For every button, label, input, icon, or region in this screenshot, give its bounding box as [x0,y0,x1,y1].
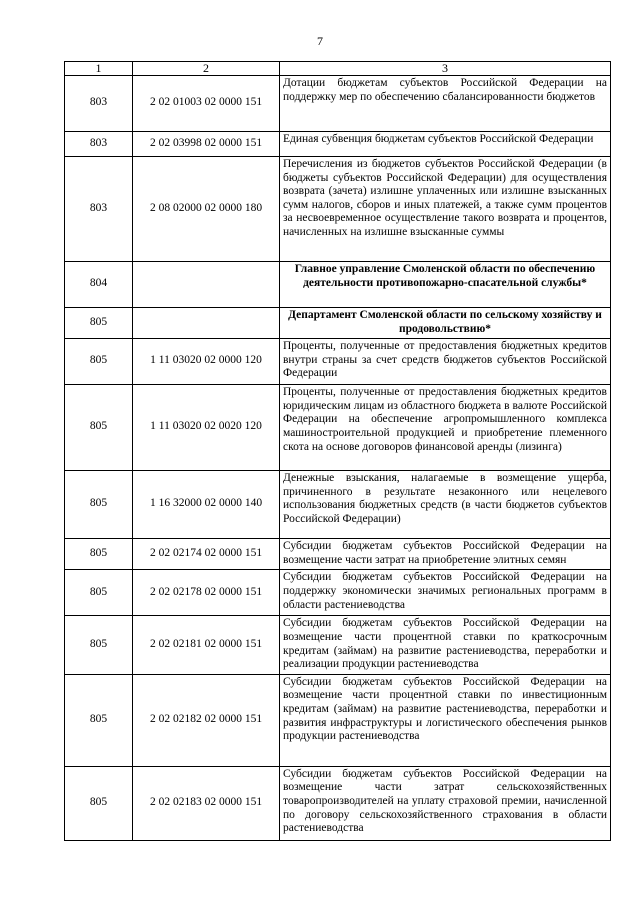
column-header-1: 1 [65,62,133,76]
budget-code-cell: 1 11 03020 02 0020 120 [133,385,280,471]
budget-code-cell [133,308,280,339]
table-row [65,674,611,766]
revenue-name-cell: Проценты, полученные от предоставления бюджетных кредитов юридическим лицам из областного бюджета в валюте Российской Федерации на обеспечение агропромышленного комплекса машиностроительной продукцией и приобретение племенного скота на основе договоров финансовой аренды (лизинга) [280,385,611,471]
admin-code-cell: 805 [65,308,133,339]
department-name-cell: Департамент Смоленской области по сельскому хозяйству и продовольствию* [280,308,611,339]
budget-code-cell: 2 02 02174 02 0000 151 [133,539,280,570]
admin-code-cell: 805 [65,385,133,471]
revenue-name-cell: Субсидии бюджетам субъектов Российской Федерации на возмещение части затрат сельскохозяйственных товаропроизводителей на уплату страховой премии, начисленной по договору сельскохозяйственного страхования в области растениеводства [280,766,611,840]
table-row [65,385,611,471]
table-row [65,132,611,157]
budget-code-cell [133,262,280,308]
revenue-name-cell: Субсидии бюджетам субъектов Российской Федерации на возмещение части затрат на приобретение элитных семян [280,539,611,570]
admin-code-cell: 805 [65,339,133,385]
budget-code-cell: 2 02 02182 02 0000 151 [133,674,280,766]
table-row [65,262,611,308]
page-number: 7 [317,34,323,48]
budget-code-cell: 2 02 03998 02 0000 151 [133,132,280,157]
admin-code-cell: 805 [65,471,133,539]
table-row [65,570,611,616]
table-row [65,339,611,385]
revenue-name-cell: Перечисления из бюджетов субъектов Российской Федерации (в бюджеты субъектов Российской Федерации) для осуществления возврата (зачета) излишне уплаченных или излишне взысканных сумм налогов, сборов и иных платежей, а также сумм процентов за несвоевременное осуществление такого возврата и процентов, начисленных на излишне взысканные суммы [280,157,611,262]
column-header-3: 3 [280,62,611,76]
column-header-2: 2 [133,62,280,76]
admin-code-cell: 805 [65,674,133,766]
budget-code-cell: 1 16 32000 02 0000 140 [133,471,280,539]
table-row [65,471,611,539]
table-header-row [65,62,611,76]
table-row [65,539,611,570]
revenue-name-cell: Субсидии бюджетам субъектов Российской Федерации на поддержку экономически значимых региональных программ в области растениеводства [280,570,611,616]
admin-code-cell: 805 [65,766,133,840]
admin-code-cell: 803 [65,157,133,262]
revenue-name-cell: Субсидии бюджетам субъектов Российской Федерации на возмещение части процентной ставки по инвестиционным кредитам (займам) на развитие растениеводства, переработки и развития инфраструктуры и логистического обеспечения рынков продукции растениеводства [280,674,611,766]
budget-code-cell: 2 02 02181 02 0000 151 [133,616,280,674]
admin-code-cell: 803 [65,132,133,157]
revenue-name-cell: Денежные взыскания, налагаемые в возмещение ущерба, причиненного в результате незаконного или нецелевого использования бюджетных средств (в части бюджетов субъектов Российской Федерации) [280,471,611,539]
budget-revenue-table [64,61,611,841]
revenue-name-cell: Субсидии бюджетам субъектов Российской Федерации на возмещение части процентной ставки по краткосрочным кредитам (займам) на развитие растениеводства, переработки и реализации продукции растениеводства [280,616,611,674]
revenue-name-cell: Единая субвенция бюджетам субъектов Российской Федерации [280,132,611,157]
table-row [65,157,611,262]
budget-code-cell: 2 02 02178 02 0000 151 [133,570,280,616]
table-row [65,308,611,339]
revenue-name-cell: Проценты, полученные от предоставления бюджетных кредитов внутри страны за счет средств бюджетов субъектов Российской Федерации [280,339,611,385]
table-row [65,76,611,132]
table-row [65,766,611,840]
department-name-cell: Главное управление Смоленской области по обеспечению деятельности противопожарно-спасательной службы* [280,262,611,308]
table-row [65,616,611,674]
budget-code-cell: 2 02 02183 02 0000 151 [133,766,280,840]
admin-code-cell: 803 [65,76,133,132]
budget-code-cell: 2 02 01003 02 0000 151 [133,76,280,132]
budget-code-cell: 1 11 03020 02 0000 120 [133,339,280,385]
admin-code-cell: 805 [65,539,133,570]
admin-code-cell: 804 [65,262,133,308]
admin-code-cell: 805 [65,570,133,616]
budget-code-cell: 2 08 02000 02 0000 180 [133,157,280,262]
revenue-name-cell: Дотации бюджетам субъектов Российской Федерации на поддержку мер по обеспечению сбалансированности бюджетов [280,76,611,132]
admin-code-cell: 805 [65,616,133,674]
